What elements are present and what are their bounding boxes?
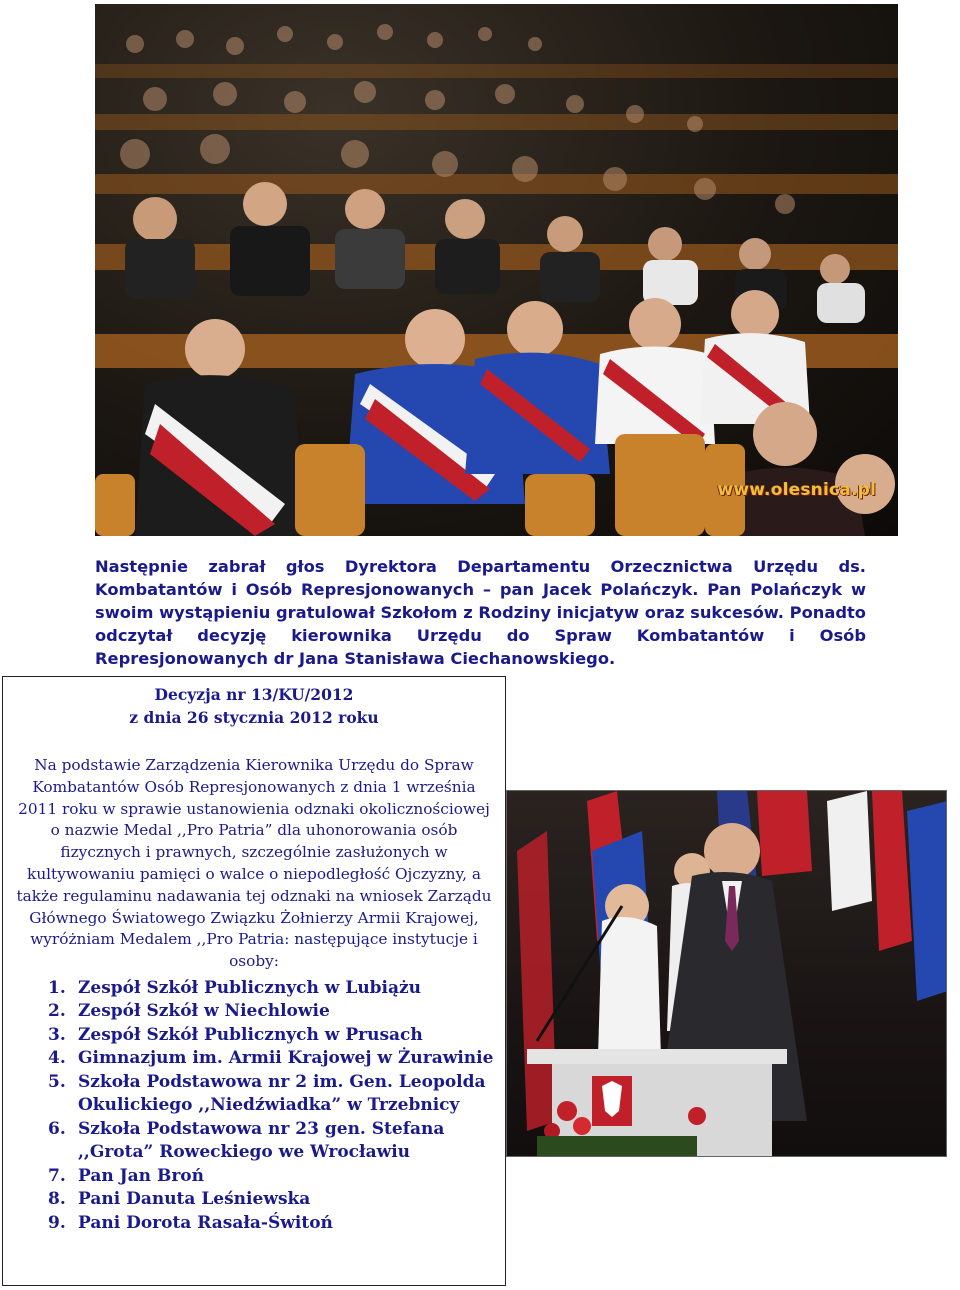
list-item-text: Zespół Szkół w Niechlowie [78, 1001, 330, 1022]
list-item [3, 1212, 505, 1236]
list-item-text: Gimnazjum im. Armii Krajowej w Żurawinie [78, 1048, 494, 1069]
list-item [3, 1165, 505, 1189]
speaker-illustration [507, 791, 947, 1157]
list-item [3, 1024, 505, 1048]
decision-body: Na podstawie Zarządzenia Kierownika Urzędu do Spraw Kombatantów Osób Represjonowanych z dnia 1 września 2011 roku w sprawie ustanowienia odznaki okolicznościowej o nazwie Medal ,,Pro Patria” dla uhonorowania osób fizycznych i prawnych, szczególnie zasłużonych w kultywowaniu pamięci o walce o niepodległość Ojczyzny, a także regulaminu nadawania tej odznaki na wniosek Zarządu Głównego Światowego Związku Żołnierzy Armii Krajowej, wyróżniam Medalem ,,Pro Patria: następujące instytucje i osoby: [16, 756, 492, 971]
audience-photo [95, 4, 898, 536]
list-item [3, 1047, 505, 1071]
list-item-text: Szkoła Podstawowa nr 2 im. Gen. Leopolda Okulickiego ,,Niedźwiadka” w Trzebnicy [78, 1071, 486, 1116]
list-item-text: Zespół Szkół Publicznych w Lubiążu [78, 977, 422, 998]
list-item-number: 3. [48, 1024, 66, 1045]
decision-date: z dnia 26 stycznia 2012 roku [129, 708, 379, 727]
list-item [3, 1188, 505, 1212]
list-item [3, 977, 505, 1001]
decision-box [2, 676, 506, 1286]
list-item-number: 4. [48, 1048, 66, 1069]
list-item-number: 7. [48, 1165, 66, 1186]
decision-title: Decyzja nr 13/KU/2012 [154, 685, 354, 704]
list-item-text: Szkoła Podstawowa nr 23 gen. Stefana ,,Grota” Roweckiego we Wrocławiu [78, 1118, 445, 1163]
list-item-text: Pan Jan Broń [78, 1165, 204, 1186]
intro-paragraph: Następnie zabrał głos Dyrektora Departamentu Orzecznictwa Urzędu ds. Kombatantów i Osób Represjonowanych – pan Jacek Polańczyk. Pan Polańczyk w swoim wystąpieniu gratulował Szkołom z Rodziny inicjatyw oraz sukcesów. Ponadto odczytał decyzję kierownika Urzędu do Spraw Kombatantów i Osób Represjonowanych dr Jana Stanisława Ciechanowskiego. [95, 557, 866, 668]
list-item-text: Pani Dorota Rasała-Świtoń [78, 1212, 333, 1233]
list-item-text: Pani Danuta Leśniewska [78, 1189, 311, 1210]
list-item-number: 9. [48, 1212, 66, 1233]
list-item-number: 8. [48, 1189, 66, 1210]
list-item-number: 2. [48, 1001, 66, 1022]
list-item-text: Zespół Szkół Publicznych w Prusach [78, 1024, 423, 1045]
audience-illustration [95, 4, 898, 536]
list-item [3, 1071, 505, 1118]
list-item-number: 1. [48, 977, 66, 998]
list-item [3, 1000, 505, 1024]
speaker-photo [506, 790, 947, 1157]
decision-heading [3, 683, 505, 729]
list-item-number: 6. [48, 1118, 66, 1139]
list-item-number: 5. [48, 1071, 66, 1092]
watermark-text: www.olesnica.pl [717, 480, 876, 500]
list-item [3, 1118, 505, 1165]
awardee-list [3, 977, 505, 1236]
